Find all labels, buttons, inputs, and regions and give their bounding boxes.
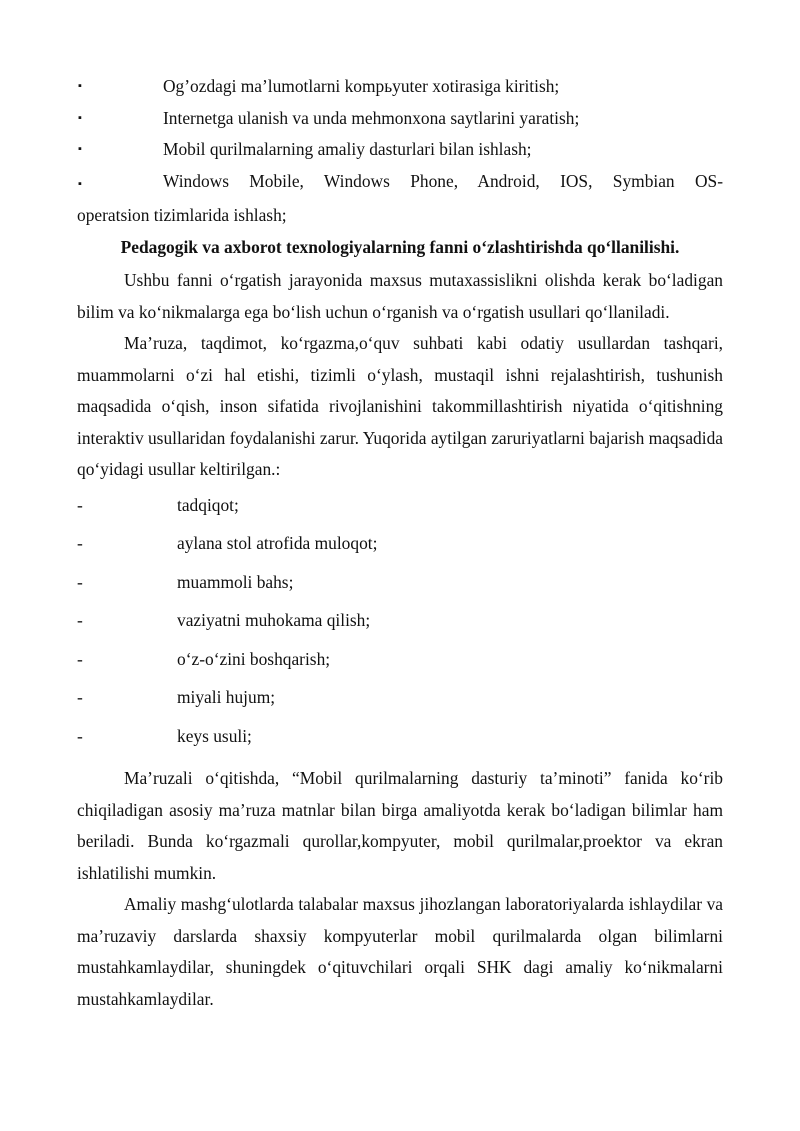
dash-marker: - [77,610,83,630]
list-item-text: miyali hujum; [177,687,276,707]
square-bullet-icon: ▪ [78,177,82,190]
dash-marker: - [77,648,83,669]
bullet-item-multiline [77,166,723,232]
dash-marker: - [77,571,83,592]
list-item [77,721,723,760]
list-item-text: aylana stol atrofida muloqot; [177,533,378,553]
bullet-text: Og’ozdagi ma’lumotlarni kompьyuter xotirasiga kiritish; [163,76,560,96]
paragraph: Ma’ruza, taqdimot, ko‘rgazma,o‘quv suhbati kabi odatiy usullardan tashqari, muammolarni o‘zi hal etishi, tizimli o‘ylash, mustaqil ishni rejalashtirish, tushunish maqsadida o‘qish, inson sifatida rivojlanishini takommillashtirish niyatida o‘qitishning interaktiv usullaridan foydalanishi zarur. Yuqorida aytilgan zaruriyatlarni bajarish maqsadida qo‘yidagi usullar keltirilgan.: [77,333,723,479]
bullet-text: Windows Mobile, Windows Phone, Android, IOS, Symbian OS- [163,170,723,191]
list-item [77,528,723,567]
list-item-text: o‘z-o‘zini boshqarish; [177,648,331,669]
paragraph: Amaliy mashg‘ulotlarda talabalar maxsus jihozlangan laboratoriyalarda ishlaydilar va ma’ruzaviy darslarda shaxsiy kompyuterlar mobil qurilmalarda olgan bilimlarni mustahkamlaydilar, shuningdek o‘qituvchilari orqali SHK dagi amaliy ko‘nikmalarni mustahkamlaydilar. [77,894,723,1009]
list-item-text: vaziyatni muhokama qilish; [177,610,371,630]
dash-marker: - [77,725,83,746]
list-item-text: tadqiqot; [177,494,239,515]
dash-marker: - [77,687,83,707]
bullet-text-continuation: operatsion tizimlarida ishlash; [77,205,287,225]
square-bullet-icon: ▪ [78,143,82,155]
list-item [77,644,723,683]
bullet-text: Internetga ulanish va unda mehmonxona saytlarini yaratish; [163,107,580,128]
paragraph: Ma’ruzali o‘qitishda, “Mobil qurilmalarning dasturiy ta’minoti” fanida ko‘rib chiqiladigan asosiy ma’ruza matnlar bilan birga amaliyotda kerak bo‘ladigan bilimlar ham beriladi. Bunda ko‘rgazmali qurollar,kompyuter, mobil qurilmalar,proektor va ekran ishlatilishi mumkin. [77,768,723,883]
list-item [77,567,723,606]
bullet-item [77,103,723,135]
dash-marker: - [77,533,83,553]
list-item [77,490,723,529]
list-item [77,605,723,644]
bullet-line [77,166,723,201]
bullet-text: Mobil qurilmalarning amaliy dasturlari bilan ishlash; [163,139,532,159]
list-item [77,682,723,721]
square-bullet-icon: ▪ [78,80,82,92]
bullet-item [77,71,723,103]
paragraph: Ushbu fanni o‘rgatish jarayonida maxsus mutaxassislikni olishda kerak bo‘ladigan bilim va ko‘nikmalarga ega bo‘lish uchun o‘rganish va o‘rgatish usullari qo‘llaniladi. [77,270,723,322]
list-item-text: muammoli bahs; [177,571,294,592]
square-bullet-icon: ▪ [78,111,82,124]
dash-marker: - [77,494,83,515]
list-item-text: keys usuli; [177,725,252,746]
bullet-list [77,71,723,232]
bullet-item [77,134,723,166]
section-heading: Pedagogik va axborot texnologiyalarning fanni o‘zlashtirishda qo‘llanilishi. [120,236,680,257]
methods-list [77,490,723,760]
